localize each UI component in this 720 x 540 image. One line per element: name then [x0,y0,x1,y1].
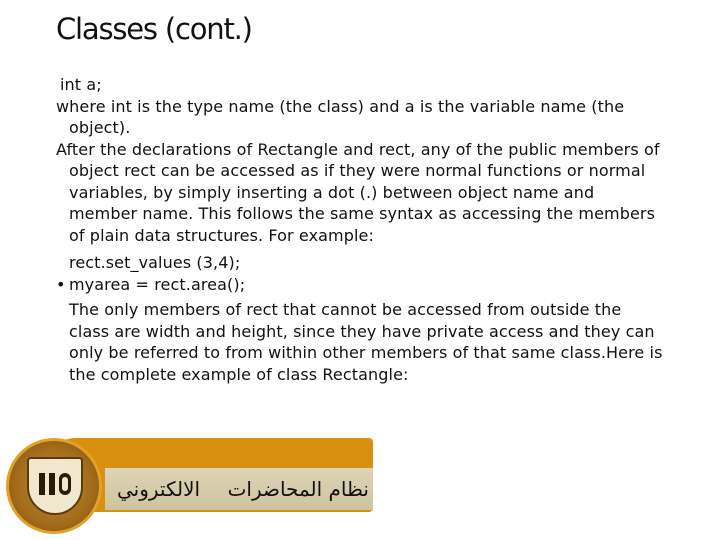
code-line-declaration: int a; [60,75,102,94]
bullet-item [56,274,666,296]
paragraph-explanation: where int is the type name (the class) and a is the variable name (the object). [56,96,625,137]
footer-right-word: نظام المحاضرات [227,477,369,501]
paragraph-private-access: The only members of rect that cannot be accessed from outside the class are width and height, since they have private access and they can only be referred to from within other members of that same class.Here is the complete example of class Rectangle: [69,300,663,384]
code-line-set-values: rect.set_values (3,4); [69,253,241,272]
footer-left-word: الالكتروني [117,477,201,501]
code-line-area: myarea = rect.area(); [69,274,246,294]
footer-banner [105,468,373,510]
slide-body [56,74,666,385]
emblem-mark-icon [29,469,81,504]
emblem-shield [27,457,83,515]
slide-title: Classes (cont.) [56,12,252,46]
paragraph-member-access: After the declarations of Rectangle and rect, any of the public members of object rect can be accessed as if they were normal functions or normal variables, by simply inserting a dot (.) between object name and member name. This follows the same syntax as accessing the members of plain data structures. For example: [56,139,660,245]
bullet-marker: • [56,274,66,294]
university-emblem-icon [6,438,102,534]
